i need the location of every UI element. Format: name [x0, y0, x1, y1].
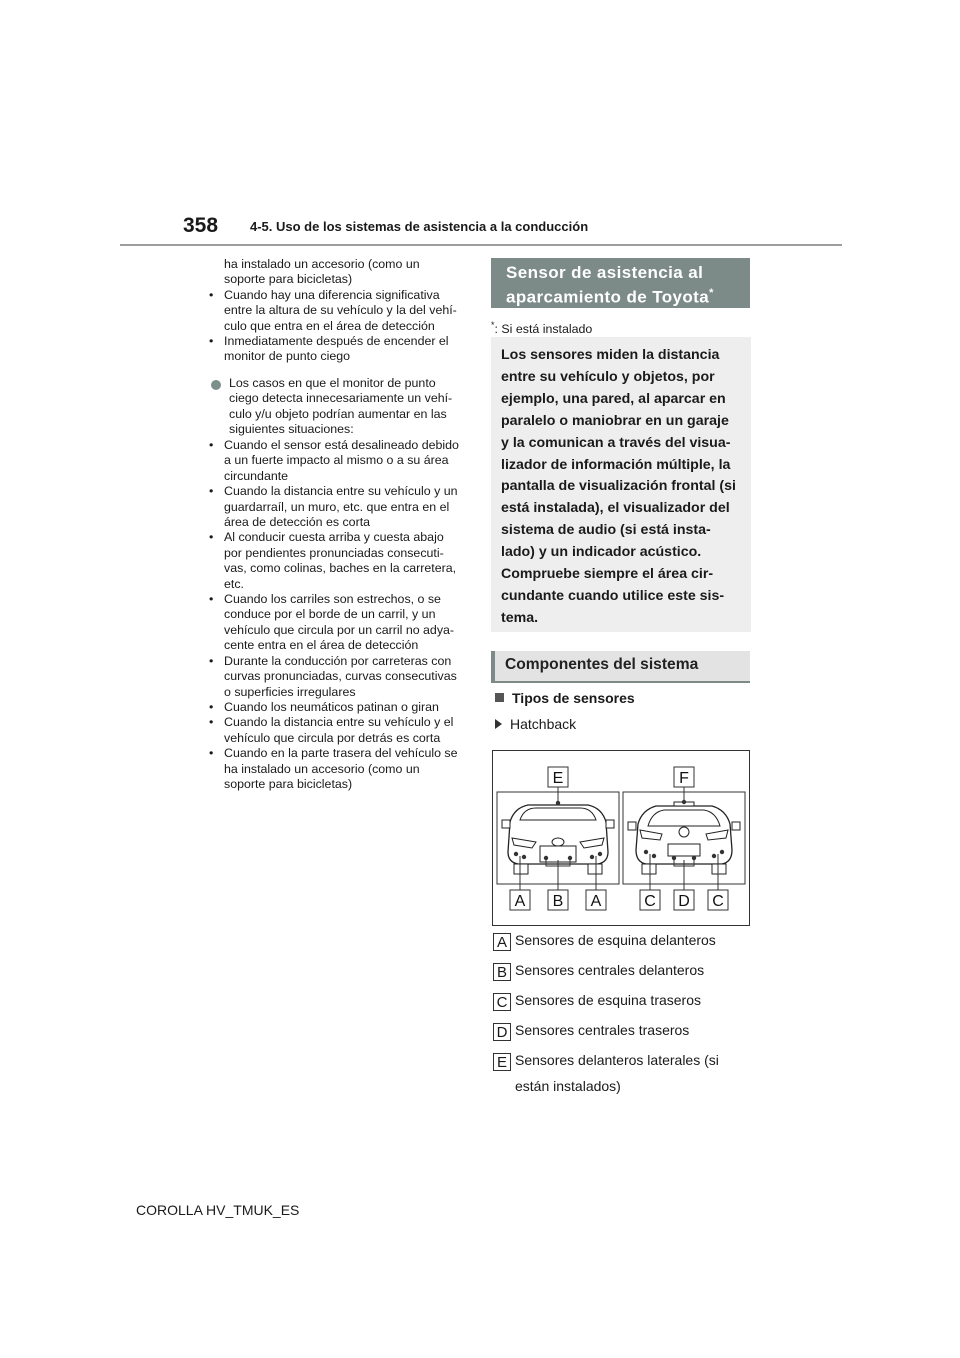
triangle-bullet-icon — [495, 719, 502, 729]
footnote-mark: * — [491, 320, 495, 330]
section-title-text: aparcamiento de Toyota — [506, 287, 710, 307]
diagram-label-D: D — [678, 893, 690, 910]
legend-text: Sensores de esquina delanteros — [515, 932, 716, 948]
text-line: monitor de punto ciego — [224, 349, 351, 364]
bullet-item — [206, 700, 476, 715]
intro-line: sistema de audio (si está insta- — [501, 522, 711, 539]
legend-text: Sensores centrales traseros — [515, 1022, 690, 1038]
text-line: circundante — [224, 468, 289, 483]
bullet-item — [206, 288, 476, 334]
intro-line: ejemplo, una pared, al aparcar en — [501, 390, 726, 407]
bullet-item — [206, 438, 476, 484]
text-line: Los casos en que el monitor de punto — [229, 376, 436, 390]
bullet-item — [206, 715, 476, 746]
page-number: 358 — [183, 214, 219, 237]
text-line: culo y/u objeto podrían aumentar en las — [229, 406, 447, 421]
intro-line: cundante cuando utilice este sis- — [501, 587, 725, 604]
legend-item-C — [493, 992, 701, 1011]
rear-view-panel — [623, 787, 745, 890]
text-line: siguientes situaciones: — [229, 422, 354, 437]
section-title-line: Sensor de asistencia al — [506, 263, 704, 282]
text-line: soporte para bicicletas) — [224, 776, 353, 791]
legend-key: A — [493, 933, 511, 951]
footnote — [491, 320, 592, 336]
legend-item-A — [493, 932, 716, 951]
text-line: ciego detecta innecesariamente un vehí- — [229, 391, 453, 406]
intro-line: está instalada), el visualizador del — [501, 500, 730, 517]
intro-line: entre su vehículo y objetos, por — [501, 368, 715, 385]
text-line: • Cuando los carriles son estrechos, o se — [224, 592, 441, 607]
diagram-label-A: A — [514, 893, 526, 910]
bullet-item — [206, 530, 476, 592]
section-title-line — [506, 283, 750, 308]
intro-line: y la comunican a través del visua- — [501, 434, 731, 451]
chapter-title: 4-5. Uso de los sistemas de asistencia a la conducción — [250, 219, 589, 234]
circle-bullet-icon — [211, 380, 221, 390]
intro-line: tema. — [501, 609, 539, 626]
text-line: guardarraíl, un muro, etc. que entra en el — [224, 499, 450, 514]
intro-line: pantalla de visualización frontal (si — [501, 478, 736, 495]
subheading-sensor-types — [495, 690, 635, 706]
legend-key: C — [493, 993, 511, 1011]
legend-item-E — [493, 1052, 719, 1094]
text-line: entre la altura de su vehículo y la del vehí- — [224, 303, 457, 318]
square-bullet-icon — [495, 693, 504, 702]
legend-text: Sensores delanteros laterales (si — [515, 1052, 719, 1068]
text-line: vehículo que circula por un carril no adya- — [224, 622, 455, 637]
text-line: • Cuando los neumáticos patinan o giran — [224, 699, 439, 714]
section-title-components: Componentes del sistema — [491, 651, 750, 683]
legend-item-B — [493, 962, 704, 981]
diagram-label-B: B — [552, 893, 564, 910]
text-line: por pendientes pronunciadas consecuti- — [224, 545, 444, 560]
text-line: vehículo que circula por detrás es corta — [224, 730, 441, 745]
text-line: • Cuando en la parte trasera del vehículo se — [224, 746, 458, 761]
text-line: • Cuando hay una diferencia significativa — [224, 287, 440, 302]
circle-item-block — [211, 376, 481, 438]
bullet-item — [206, 334, 476, 365]
intro-line: lizador de información múltiple, la — [501, 456, 731, 473]
text-line: etc. — [224, 576, 244, 591]
text-line: ha instalado un accesorio (como un — [224, 257, 420, 271]
subheading-text: Tipos de sensores — [512, 690, 635, 706]
header-divider — [120, 244, 842, 246]
bullet-item — [206, 592, 476, 654]
legend-text: Sensores de esquina traseros — [515, 992, 701, 1008]
text-line: curvas pronunciadas, curvas consecutivas — [224, 669, 457, 684]
text-line: a un fuerte impacto al mismo o a su área — [224, 453, 449, 468]
legend-key: E — [493, 1053, 511, 1071]
text-line: vas, como colinas, baches en la carretera, — [224, 561, 457, 576]
asterisk-mark: * — [709, 287, 714, 299]
text-line: soporte para bicicletas) — [224, 272, 353, 287]
intro-line: lado) y un indicador acústico. — [501, 544, 702, 561]
text-line: ha instalado un accesorio (como un — [224, 761, 420, 776]
text-line: • Cuando el sensor está desalineado debido — [224, 438, 459, 452]
diagram-label-C2: C — [712, 893, 724, 910]
legend-key: D — [493, 1023, 511, 1041]
intro-box — [491, 337, 751, 632]
bullet-item — [206, 484, 476, 530]
text-line: • Cuando la distancia entre su vehículo y el — [224, 715, 454, 730]
legend-item-D — [493, 1022, 689, 1041]
diagram-label-E: E — [552, 770, 564, 787]
intro-line: paralelo o maniobrar en un garaje — [501, 412, 729, 429]
diagram-label-C: C — [644, 893, 656, 910]
bullet-list — [206, 438, 476, 792]
text-line: culo que entra en el área de detección — [224, 318, 435, 333]
legend-key: B — [493, 963, 511, 981]
sensor-location-diagram — [492, 750, 750, 926]
text-line: • Cuando la distancia entre su vehículo y un — [224, 484, 458, 499]
circle-item — [211, 376, 481, 438]
text-line: • Inmediatamente después de encender el — [224, 334, 449, 349]
section-title-parking-assist — [491, 258, 750, 308]
text-line: cente entra en el área de detección — [224, 638, 419, 653]
text-line: conduce por el borde de un carril, y un — [224, 607, 436, 622]
diagram-label-A2: A — [590, 893, 602, 910]
variant-label — [495, 716, 576, 732]
legend-text: Sensores centrales delanteros — [515, 962, 705, 978]
footer-model-code: COROLLA HV_TMUK_ES — [136, 1202, 300, 1218]
text-line: • Al conducir cuesta arriba y cuesta abajo — [224, 530, 444, 545]
bullet-item — [206, 746, 476, 792]
footnote-text: : Si está instalado — [494, 322, 593, 337]
text-line: • Durante la conducción por carreteras con — [224, 653, 452, 668]
legend-text-continued: están instalados) — [515, 1078, 621, 1094]
intro-line: Los sensores miden la distancia — [501, 347, 720, 363]
text-line: área de detección es corta — [224, 515, 371, 530]
front-view-panel — [497, 787, 619, 890]
continued-text — [206, 257, 476, 365]
intro-line: Compruebe siempre el área cir- — [501, 566, 714, 583]
diagram-label-F: F — [679, 770, 689, 787]
text-line: o superficies irregulares — [224, 684, 356, 699]
variant-text: Hatchback — [510, 716, 577, 732]
bullet-item — [206, 654, 476, 700]
